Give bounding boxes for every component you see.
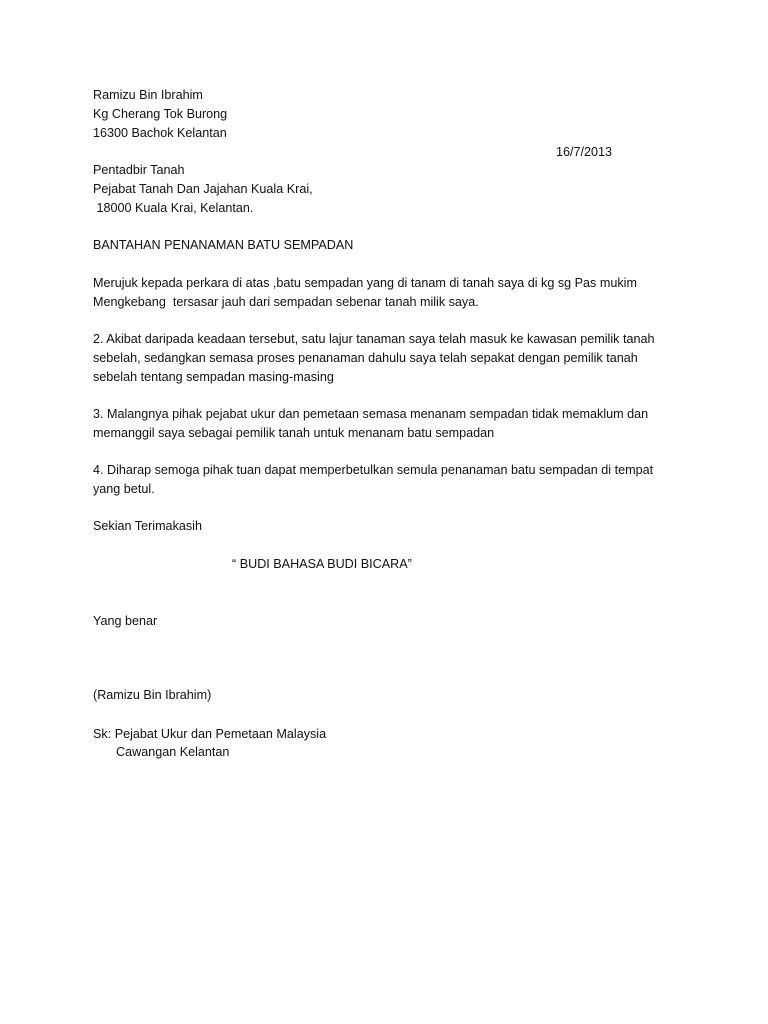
sender-name: Ramizu Bin Ibrahim (93, 88, 203, 102)
sign-off-text: Yang benar (93, 614, 158, 628)
paragraph-4-line-2: yang betul. (93, 482, 155, 496)
paragraph-2-line-2: sebelah, sedangkan semasa proses penanaman dahulu saya telah sepakat dengan pemilik tanah (93, 351, 638, 365)
closing-text: Sekian Terimakasih (93, 519, 202, 533)
recipient-title: Pentadbir Tanah (93, 163, 185, 177)
cc-line-2: Cawangan Kelantan (116, 745, 230, 759)
sender-address-line2: 16300 Bachok Kelantan (93, 126, 227, 140)
recipient-address-line1: Pejabat Tanah Dan Jajahan Kuala Krai, (93, 182, 313, 196)
paragraph-2-line-3: sebelah tentang sempadan masing-masing (93, 370, 334, 384)
signature-name: (Ramizu Bin Ibrahim) (93, 688, 212, 702)
paragraph-2-line-1: 2. Akibat daripada keadaan tersebut, satu lajur tanaman saya telah masuk ke kawasan pemilik tanah (93, 332, 655, 346)
motto-text: “ BUDI BAHASA BUDI BICARA” (232, 557, 412, 571)
paragraph-3-line-1: 3. Malangnya pihak pejabat ukur dan pemetaan semasa menanam sempadan tidak memaklum dan (93, 407, 649, 421)
letter-subject: BANTAHAN PENANAMAN BATU SEMPADAN (93, 238, 354, 252)
letter-date: 16/7/2013 (556, 145, 613, 159)
recipient-address-line2: 18000 Kuala Krai, Kelantan. (93, 201, 254, 215)
paragraph-1-line-1: Merujuk kepada perkara di atas ,batu sempadan yang di tanam di tanah saya di kg sg Pas mukim (93, 276, 637, 290)
paragraph-4-line-1: 4. Diharap semoga pihak tuan dapat memperbetulkan semula penanaman batu sempadan di tempat (93, 463, 654, 477)
paragraph-1-line-2: Mengkebang tersasar jauh dari sempadan sebenar tanah milik saya. (93, 295, 479, 309)
cc-line-1: Sk: Pejabat Ukur dan Pemetaan Malaysia (93, 727, 327, 741)
sender-address-line1: Kg Cherang Tok Burong (93, 107, 228, 121)
paragraph-3-line-2: memanggil saya sebagai pemilik tanah untuk menanam batu sempadan (93, 426, 495, 440)
